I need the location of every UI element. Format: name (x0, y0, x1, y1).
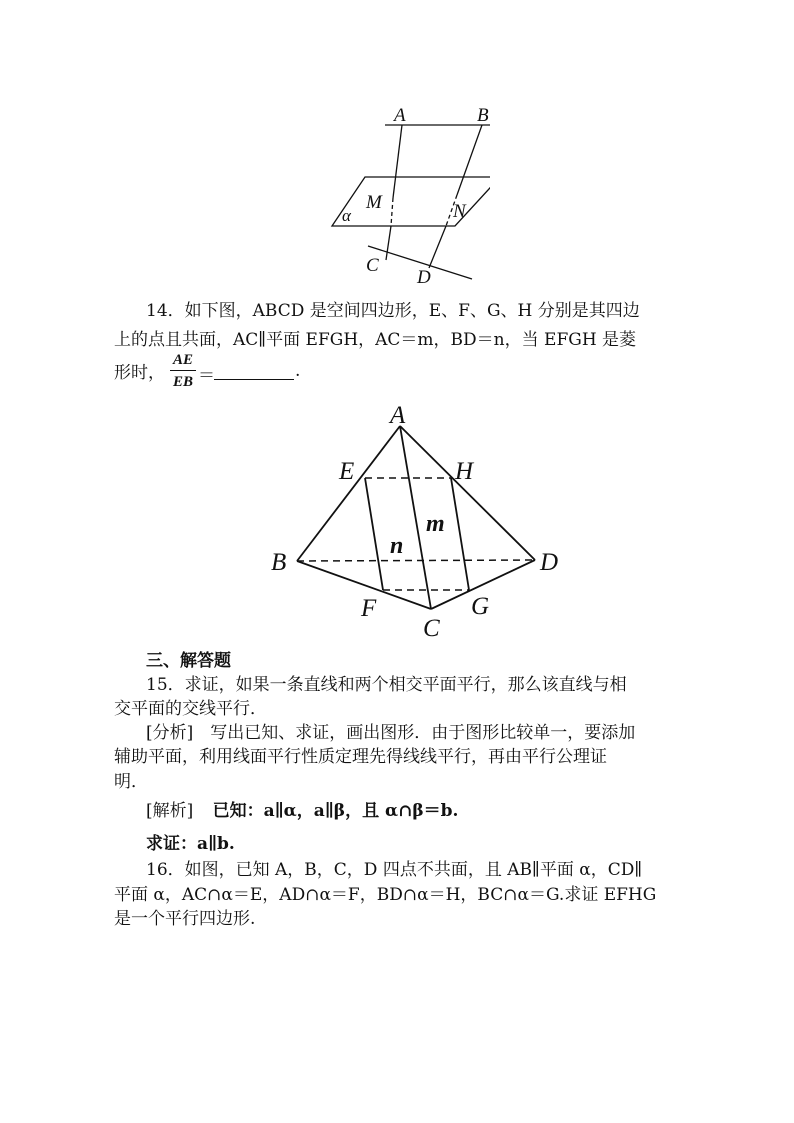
q16-line1: 16．如图，已知 A，B，C，D 四点不共面，且 AB∥平面 α，CD∥ (146, 860, 643, 880)
line-a-upper (393, 125, 402, 198)
label-b: B (271, 549, 287, 576)
line-b-lower (429, 226, 446, 268)
line-b-upper (457, 125, 482, 195)
segment-ef (365, 478, 383, 590)
q15-prove: 求证：a∥b. (146, 834, 235, 854)
label-d: D (540, 549, 559, 576)
label-m: M (366, 192, 382, 213)
solution-label: [解析] (146, 801, 194, 821)
fraction-denominator: EB (172, 374, 193, 390)
q16-line3: 是一个平行四边形. (114, 909, 256, 929)
label-h: H (455, 458, 474, 485)
equals-sign: ＝ (198, 366, 215, 386)
label-n: n (390, 533, 404, 559)
answer-blank (214, 379, 294, 380)
q15-line1: 15．求证，如果一条直线和两个相交平面平行，那么该直线与相 (146, 675, 627, 695)
figure-plane-alpha (320, 100, 490, 290)
edge-bd-hidden (297, 560, 535, 561)
q14-line3-prefix: 形时， (114, 363, 165, 383)
fraction-ae-eb (170, 350, 196, 393)
q15-analysis-line2: 辅助平面，利用线面平行性质定理先得线线平行，再由平行公理证 (114, 747, 607, 767)
q14-line2: 上的点且共面，AC∥平面 EFGH，AC＝m，BD＝n，当 EFGH 是菱 (114, 330, 637, 350)
edge-ab (297, 426, 400, 561)
label-a: A (394, 105, 406, 126)
line-a-lower (386, 226, 391, 260)
edge-ad (400, 426, 535, 560)
label-e: E (339, 458, 355, 485)
label-m: m (426, 511, 445, 537)
fraction-numerator: AE (170, 350, 196, 371)
q15-solution (146, 799, 458, 823)
label-d: D (417, 267, 431, 288)
label-c: C (366, 255, 379, 276)
label-f: F (361, 595, 377, 622)
label-n: N (453, 201, 466, 222)
q16-line2: 平面 α，AC∩α＝E，AD∩α＝F，BD∩α＝H，BC∩α＝G.求证 EFHG (114, 885, 657, 905)
q14-line1: 14．如下图，ABCD 是空间四边形，E、F、G、H 分别是其四边 (146, 301, 640, 321)
line-a-hidden (391, 198, 393, 226)
segment-hg (451, 478, 469, 590)
label-a: A (390, 402, 406, 429)
q15-analysis-line1: [分析] 写出已知、求证，画出图形．由于图形比较单一，要添加 (146, 723, 636, 743)
solution-given: 已知：a∥α，a∥β，且 α∩β＝b. (212, 801, 459, 821)
plane-alpha (332, 177, 490, 226)
label-b: B (477, 105, 489, 126)
q14-period: . (295, 361, 301, 381)
figure-tetrahedron (265, 398, 575, 646)
q15-analysis-line3: 明． (114, 772, 148, 792)
section-title: 三、解答题 (146, 651, 231, 671)
label-alpha: α (342, 206, 351, 225)
label-g: G (471, 593, 490, 620)
q15-line2: 交平面的交线平行． (114, 699, 267, 719)
label-c: C (423, 615, 440, 642)
